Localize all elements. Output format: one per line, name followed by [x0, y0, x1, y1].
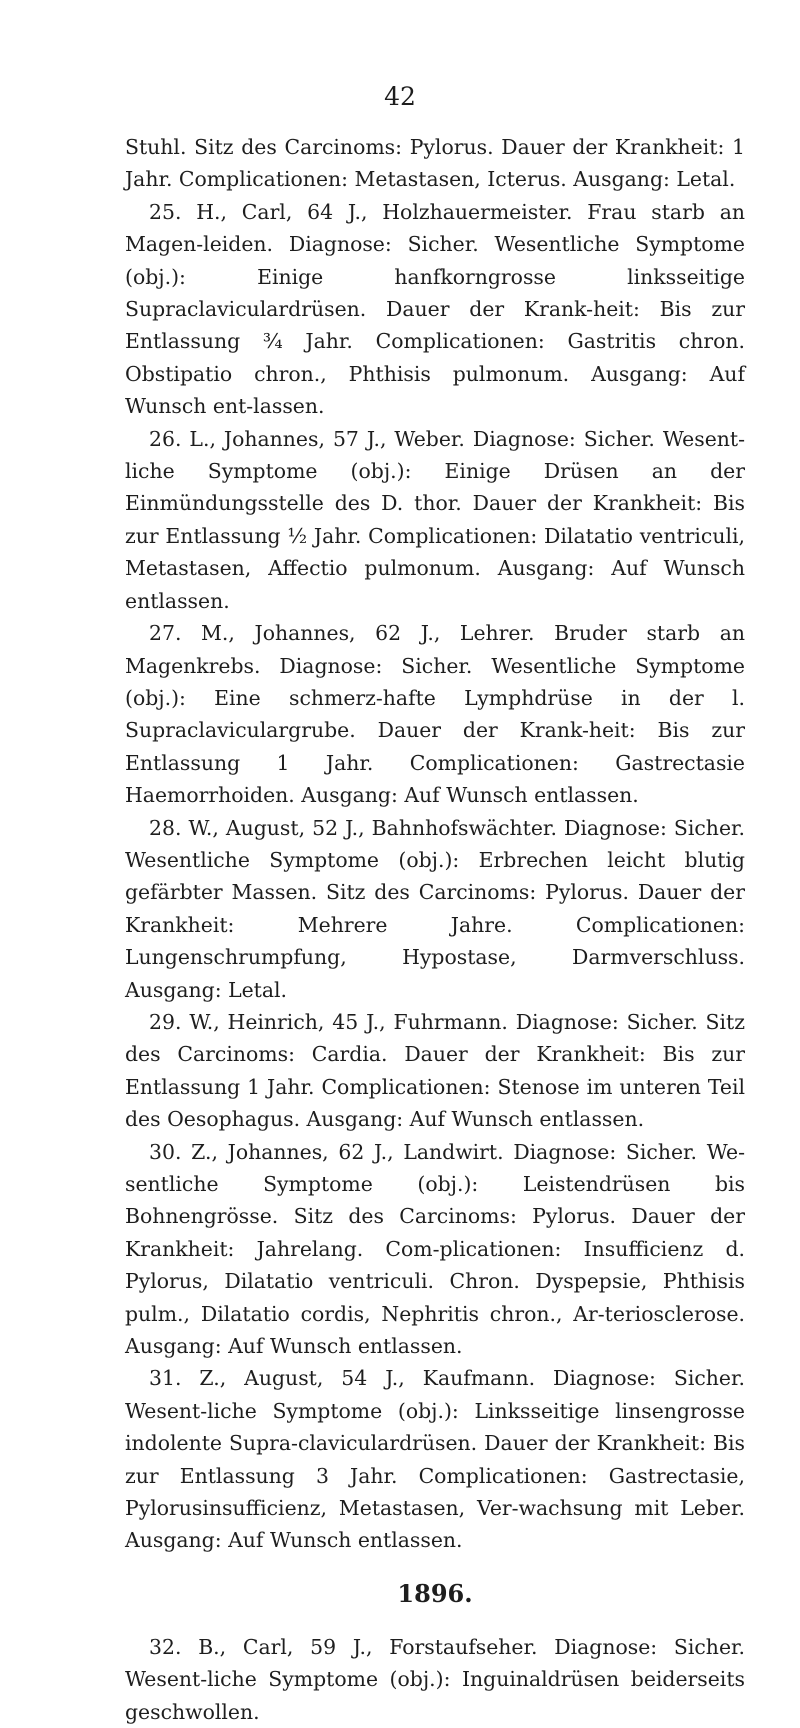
case-25-paragraph: 25. H., Carl, 64 J., Holzhauermeister. Frau starb an Magen-leiden. Diagnose: Sicher. Wesentliche Symptome (obj.): Einige hanfkorngrosse linksseitige Supraclaviculardrüsen. Dauer der Krank-heit: Bis zur Entlassung ¾ Jahr. Complicationen: Gastritis chron. Obstipatio chron., Phthisis pulmonum. Ausgang: Auf Wunsch ent-lassen. — [125, 199, 745, 419]
case-28-paragraph: 28. W., August, 52 J., Bahnhofswächter. Diagnose: Sicher. Wesentliche Symptome (obj.): Erbrechen leicht blutig gefärbter Massen. Sitz des Carcinoms: Pylorus. Dauer der Krankheit: Mehrere Jahre. Complicationen: Lungenschrumpfung, Hypostase, Darmverschluss. Ausgang: Letal. — [125, 815, 745, 1002]
case-30-paragraph: 30. Z., Johannes, 62 J., Landwirt. Diagnose: Sicher. We-sentliche Symptome (obj.): Leistendrüsen bis Bohnengrösse. Sitz des Carcinoms: Pylorus. Dauer der Krankheit: Jahrelang. Com-plicationen: Insufficienz d. Pylorus, Dilatatio ventriculi. Chron. Dyspepsie, Phthisis pulm., Dilatatio cordis, Nephritis chron., Ar-teriosclerose. Ausgang: Auf Wunsch entlassen. — [125, 1139, 745, 1359]
case-31-paragraph: 31. Z., August, 54 J., Kaufmann. Diagnose: Sicher. Wesent-liche Symptome (obj.): Linksseitige linsengrosse indolente Supra-claviculardrüsen. Dauer der Krankheit: Bis zur Entlassung 3 Jahr. Complicationen: Gastrectasie, Pylorusinsufficienz, Metastasen, Ver-wachsung mit Leber. Ausgang: Auf Wunsch entlassen. — [125, 1366, 745, 1553]
case-32-paragraph: 32. B., Carl, 59 J., Forstaufseher. Diagnose: Sicher. Wesent-liche Symptome (obj.): Inguinaldrüsen beiderseits geschwollen. — [125, 1634, 745, 1724]
body-text — [125, 131, 745, 1728]
case-27-paragraph: 27. M., Johannes, 62 J., Lehrer. Bruder starb an Magenkrebs. Diagnose: Sicher. Wesentliche Symptome (obj.): Eine schmerz-hafte Lymphdrüse in der l. Supraclaviculargrube. Dauer der Krank-heit: Bis zur Entlassung 1 Jahr. Complicationen: Gastrectasie Haemorrhoiden. Ausgang: Auf Wunsch entlassen. — [125, 621, 745, 808]
page-number: 42 — [384, 82, 416, 111]
year-heading: 1896. — [397, 1578, 473, 1608]
paragraph-continuation: Stuhl. Sitz des Carcinoms: Pylorus. Dauer der Krankheit: 1 Jahr. Complicationen: Metastasen, Icterus. Ausgang: Letal. — [125, 135, 745, 192]
case-29-paragraph: 29. W., Heinrich, 45 J., Fuhrmann. Diagnose: Sicher. Sitz des Carcinoms: Cardia. Dauer der Krankheit: Bis zur Entlassung 1 Jahr. Complicationen: Stenose im unteren Teil des Oesophagus. Ausgang: Auf Wunsch entlassen. — [125, 1009, 745, 1132]
case-26-paragraph: 26. L., Johannes, 57 J., Weber. Diagnose: Sicher. Wesent-liche Symptome (obj.): Einige Drüsen an der Einmündungsstelle des D. thor. Dauer der Krankheit: Bis zur Entlassung ½ Jahr. Complicationen: Dilatatio ventriculi, Metastasen, Affectio pulmonum. Ausgang: Auf Wunsch entlassen. — [125, 426, 745, 613]
